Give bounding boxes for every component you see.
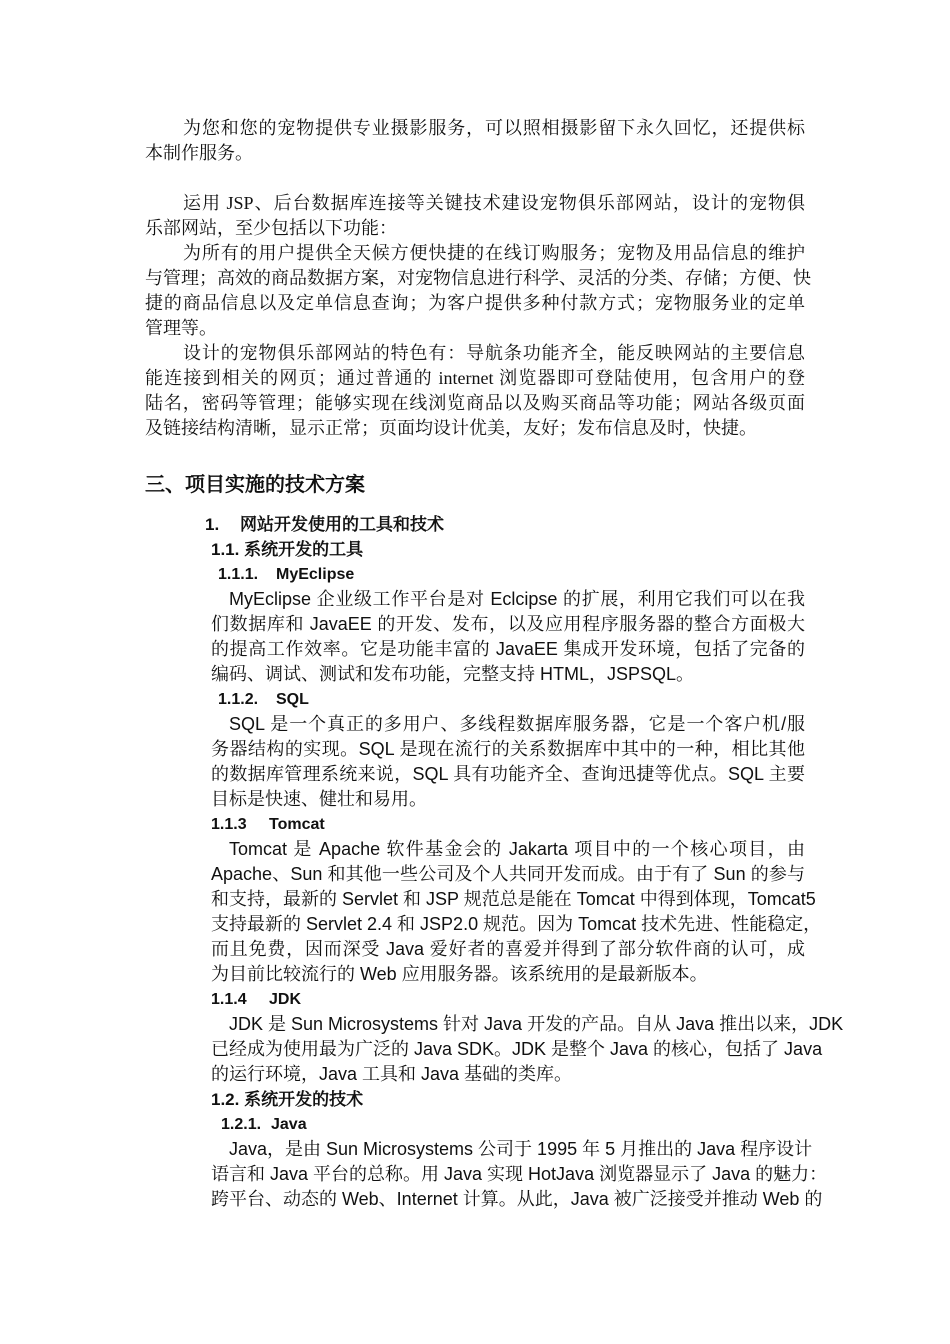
text-line: 务器结构的实现。SQL 是现在流行的关系数据库中其中的一种，相比其他 xyxy=(211,739,805,759)
heading-text: Java xyxy=(271,1116,307,1133)
text-line: MyEclipse 企业级工作平台是对 Eclcipse 的扩展，利用它我们可以在我 xyxy=(229,589,805,609)
heading-tomcat xyxy=(211,812,950,837)
heading-dev-tech: 1.2. 系统开发的技术 xyxy=(211,1090,364,1109)
heading-tools-and-tech xyxy=(205,512,950,537)
text-line: 设计的宠物俱乐部网站的特色有：导航条功能齐全，能反映网站的主要信息 xyxy=(183,343,805,363)
text-line: 为目前比较流行的 Web 应用服务器。该系统用的是最新版本。 xyxy=(211,964,708,984)
text-line: 及链接结构清晰，显示正常；页面均设计优美，友好；发布信息及时，快捷。 xyxy=(145,418,757,438)
text-line: 目标是快速、健壮和易用。 xyxy=(211,789,427,809)
text-line: 跨平台、动态的 Web、Internet 计算。从此，Java 被广泛接受并推动 Web 的 xyxy=(211,1189,823,1209)
heading-java xyxy=(221,1112,950,1137)
paragraph-jdk xyxy=(0,1012,950,1087)
section-title: 三、项目实施的技术方案 xyxy=(145,474,365,496)
text-line: 已经成为使用最为广泛的 Java SDK。JDK 是整个 Java 的核心，包括了 Java xyxy=(211,1039,823,1059)
text-line: 们数据库和 JavaEE 的开发、发布，以及应用程序服务器的整合方面极大 xyxy=(211,614,805,634)
heading-number: 1.2.1. xyxy=(221,1116,262,1133)
text-line: 而且免费，因而深受 Java 爱好者的喜爱并得到了部分软件商的认可，成 xyxy=(211,939,805,959)
text-line: 陆名，密码等管理；能够实现在线浏览商品以及购买商品等功能；网站各级页面 xyxy=(145,393,805,413)
text-line: 编码、调试、测试和发布功能，完整支持 HTML，JSPSQL。 xyxy=(211,664,695,684)
paragraph-photo xyxy=(0,116,950,166)
text-line: 捷的商品信息以及定单信息查询；为客户提供多种付款方式；宠物服务业的定单 xyxy=(145,293,805,313)
paragraph-java xyxy=(0,1137,950,1212)
intro-section xyxy=(0,116,950,441)
heading-number: 1. xyxy=(205,515,220,534)
text-line: 与管理；高效的商品数据方案，对宠物信息进行科学、灵活的分类、存储；方便、快 xyxy=(145,268,811,288)
document-page xyxy=(0,116,950,1212)
text-line: 为您和您的宠物提供专业摄影服务，可以照相摄影留下永久回忆，还提供标 xyxy=(183,118,805,138)
text-line: 本制作服务。 xyxy=(145,143,253,163)
blank-line xyxy=(0,166,950,191)
text-line: 的提高工作效率。它是功能丰富的 JavaEE 集成开发环境，包括了完备的 xyxy=(211,639,805,659)
heading-dev-tools: 1.1. 系统开发的工具 xyxy=(211,540,364,559)
paragraph-tomcat xyxy=(0,837,950,987)
paragraph-jsp xyxy=(0,191,950,241)
text-line: Apache、Sun 和其他一些公司及个人共同开发而成。由于有了 Sun 的参与 xyxy=(211,864,805,884)
heading-text: JDK xyxy=(269,991,302,1008)
heading-text: Tomcat xyxy=(269,816,325,833)
text-line: Tomcat 是 Apache 软件基金会的 Jakarta 项目中的一个核心项目，由 xyxy=(229,839,805,859)
text-line: 语言和 Java 平台的总称。用 Java 实现 HotJava 浏览器显示了 Java 的魅力： xyxy=(211,1164,828,1184)
text-line: 的运行环境，Java 工具和 Java 基础的类库。 xyxy=(211,1064,573,1084)
heading-number: 1.1.2. xyxy=(218,691,259,708)
heading-number: 1.1.1. xyxy=(218,566,259,583)
heading-text: 网站开发使用的工具和技术 xyxy=(240,515,444,534)
text-line: 乐部网站，至少包括以下功能： xyxy=(145,218,397,238)
heading-text: SQL xyxy=(276,691,309,708)
heading-sql xyxy=(218,687,950,712)
paragraph-features xyxy=(0,341,950,441)
paragraph-myeclipse xyxy=(0,587,950,687)
heading-number: 1.1.3 xyxy=(211,816,247,833)
heading-text: MyEclipse xyxy=(276,566,355,583)
paragraph-sql xyxy=(0,712,950,812)
text-line: 的数据库管理系统来说，SQL 具有功能齐全、查询迅捷等优点。SQL 主要 xyxy=(211,764,805,784)
text-line: 支持最新的 Servlet 2.4 和 JSP2.0 规范。因为 Tomcat 技术先进、性能稳定， xyxy=(211,914,822,934)
heading-myeclipse xyxy=(218,562,950,587)
text-line: 能连接到相关的网页；通过普通的 internet 浏览器即可登陆使用，包含用户的登 xyxy=(145,368,805,388)
heading-number: 1.1.4 xyxy=(211,991,247,1008)
text-line: 管理等。 xyxy=(145,318,217,338)
text-line: JDK 是 Sun Microsystems 针对 Java 开发的产品。自从 Java 推出以来，JDK xyxy=(229,1014,844,1034)
heading-jdk xyxy=(211,987,950,1012)
text-line: 为所有的用户提供全天候方便快捷的在线订购服务；宠物及用品信息的维护 xyxy=(183,243,805,263)
text-line: SQL 是一个真正的多用户、多线程数据库服务器，它是一个客户机/服 xyxy=(229,714,805,734)
text-line: 和支持，最新的 Servlet 和 JSP 规范总是能在 Tomcat 中得到体现，Tomcat5 xyxy=(211,889,816,909)
text-line: Java，是由 Sun Microsystems 公司于 1995 年 5 月推出的 Java 程序设计 xyxy=(229,1139,813,1159)
text-line: 运用 JSP、后台数据库连接等关键技术建设宠物俱乐部网站，设计的宠物俱 xyxy=(183,193,805,213)
paragraph-functions xyxy=(0,241,950,341)
